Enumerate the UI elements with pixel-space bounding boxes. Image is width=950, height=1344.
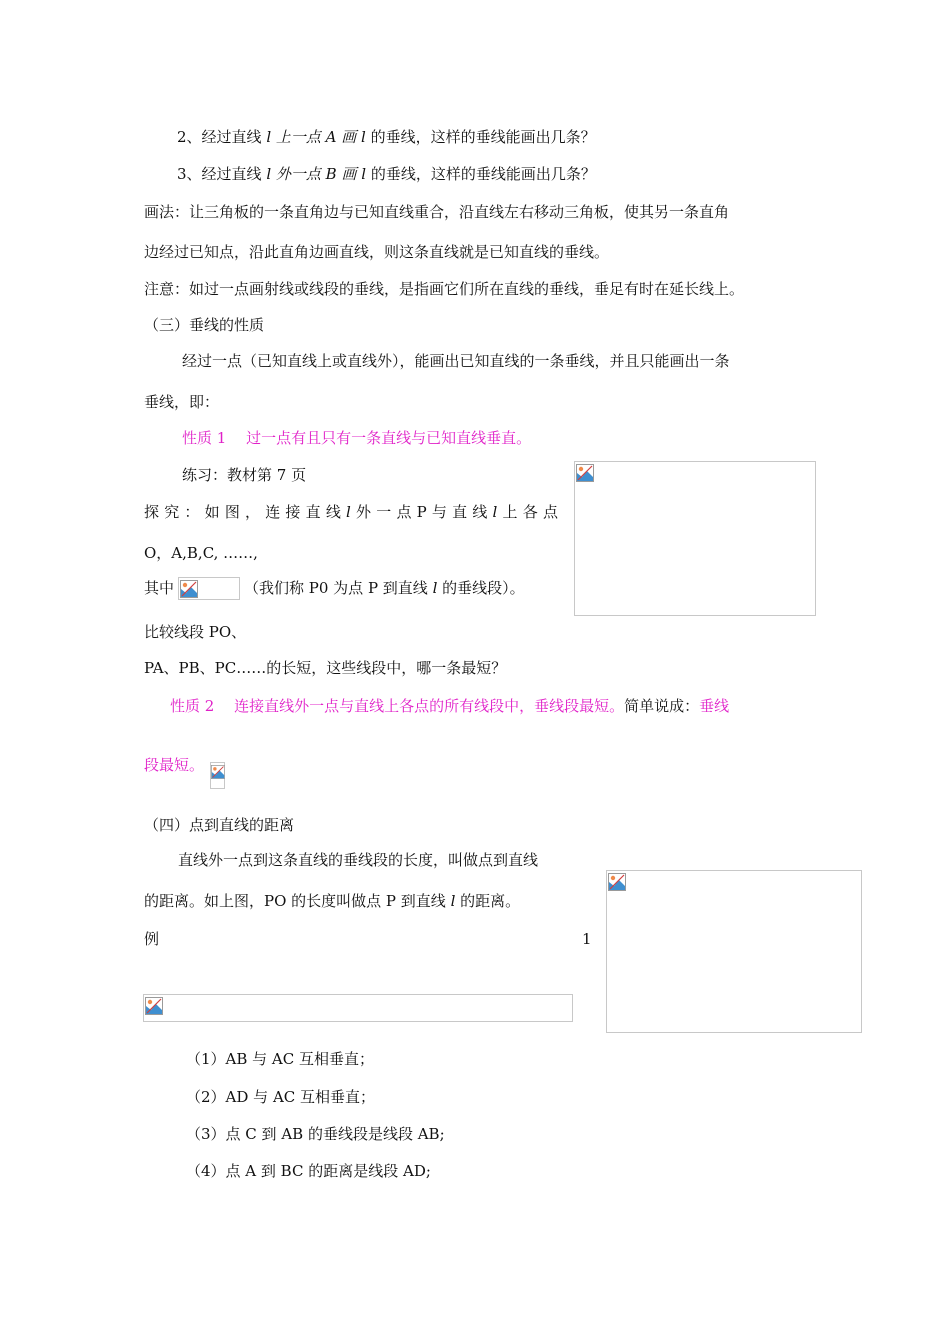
inline-formula-image	[178, 577, 240, 600]
explore-points: O，A,B,C, ……,	[144, 544, 258, 562]
compare-line-1: 比较线段 PO、	[144, 623, 247, 641]
example-label: 例	[144, 930, 160, 948]
property-2: 性质 2 连接直线外一点与直线上各点的所有线段中，垂线段最短。简单说成：垂线	[170, 697, 730, 715]
method-line-2: 边经过已知点，沿此直角边画直线，则这条直线就是已知直线的垂线。	[144, 243, 610, 261]
broken-image-icon	[576, 464, 594, 482]
option-2: （2）AD 与 AC 互相垂直；	[186, 1088, 376, 1106]
option-1: （1）AB 与 AC 互相垂直；	[186, 1050, 375, 1068]
method-line-1: 画法：让三角板的一条直角边与已知直线重合，沿直线左右移动三角板，使其另一条直角	[144, 203, 730, 221]
property-2-continued: 段最短。	[144, 756, 205, 774]
among-suffix: （我们称 P0 为点 P 到直线 l 的垂线段）。	[244, 579, 525, 597]
broken-image-icon	[608, 873, 626, 891]
section-4-heading: （四）点到直线的距离	[144, 816, 295, 834]
option-4: （4）点 A 到 BC 的距离是线段 AD;	[186, 1162, 431, 1180]
property-1: 性质 1 过一点有且只有一条直线与已知直线垂直。	[182, 429, 532, 447]
among-line: 其中	[144, 579, 175, 597]
example-number: 1	[582, 930, 592, 948]
question-2: 2、经过直线 l 上一点 A 画 l 的垂线，这样的垂线能画出几条？	[177, 128, 596, 146]
broken-image-icon	[145, 997, 163, 1015]
question-3: 3、经过直线 l 外一点 B 画 l 的垂线，这样的垂线能画出几条？	[177, 165, 596, 183]
property-intro-2: 垂线，即：	[144, 393, 220, 411]
distance-line-1: 直线外一点到这条直线的垂线段的长度，叫做点到直线	[178, 851, 539, 869]
small-figure-image	[210, 762, 225, 789]
note: 注意：如过一点画射线或线段的垂线，是指画它们所在直线的垂线，垂足有时在延长线上。	[144, 280, 745, 298]
explore-line: 探 究 ： 如 图 ， 连 接 直 线 l 外 一 点 P 与 直 线 l 上 各 点	[144, 503, 558, 521]
figure-perpendicular-segments	[574, 461, 816, 616]
exercise: 练习：教材第 7 页	[182, 466, 307, 484]
example-question-image	[143, 994, 573, 1022]
broken-image-icon	[180, 580, 198, 598]
broken-image-icon	[211, 765, 225, 779]
option-3: （3）点 C 到 AB 的垂线段是线段 AB;	[186, 1125, 445, 1143]
section-3-heading: （三）垂线的性质	[144, 316, 265, 334]
distance-line-2: 的距离。如上图，PO 的长度叫做点 P 到直线 l 的距离。	[144, 892, 521, 910]
figure-distance	[606, 870, 862, 1033]
property-intro-1: 经过一点（已知直线上或直线外），能画出已知直线的一条垂线，并且只能画出一条	[182, 352, 730, 370]
compare-line-2: PA、PB、PC……的长短，这些线段中，哪一条最短？	[144, 659, 507, 677]
